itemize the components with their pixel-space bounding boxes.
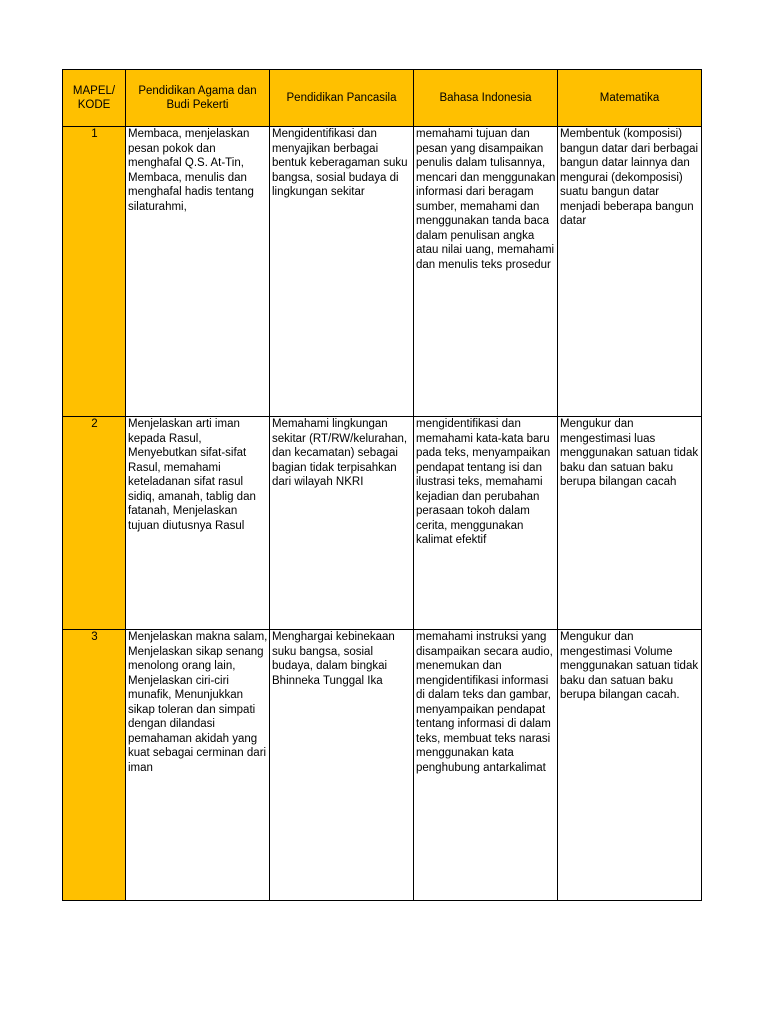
header-pancasila: Pendidikan Pancasila (270, 70, 414, 127)
table-row (63, 417, 702, 630)
header-code: MAPEL/ KODE (63, 70, 126, 127)
cell-pancasila: Mengidentifikasi dan menyajikan berbagai bentuk keberagaman suku bangsa, sosial budaya di lingkungan sekitar (270, 127, 414, 417)
cell-agama: Menjelaskan makna salam, Menjelaskan sikap senang menolong orang lain, Menjelaskan ciri-ciri munafik, Menunjukkan sikap toleran dan simpati dengan dilandasi pemahaman akidah yang kuat sebagai cerminan dari iman (126, 630, 270, 901)
header-row (63, 70, 702, 127)
cell-bahasa-indonesia: memahami instruksi yang disampaikan secara audio, menemukan dan mengidentifikasi informasi di dalam teks dan gambar, menyampaikan pendapat tentang informasi di dalam teks, membuat teks narasi menggunakan kata penghubung antarkalimat (414, 630, 558, 901)
cell-bahasa-indonesia: memahami tujuan dan pesan yang disampaikan penulis dalam tulisannya, mencari dan menggunakan informasi dari beragam sumber, memahami dan menggunakan tanda baca dalam penulisan angka atau nilai uang, memahami dan menulis teks prosedur (414, 127, 558, 417)
table-row (63, 630, 702, 901)
cell-matematika: Membentuk (komposisi) bangun datar dari berbagai bangun datar lainnya dan mengurai (dekomposisi) suatu bangun datar menjadi beberapa bangun datar (558, 127, 702, 417)
cell-matematika: Mengukur dan mengestimasi Volume menggunakan satuan tidak baku dan satuan baku berupa bilangan cacah. (558, 630, 702, 901)
curriculum-table (62, 69, 702, 901)
header-bahasa-indonesia: Bahasa Indonesia (414, 70, 558, 127)
cell-matematika: Mengukur dan mengestimasi luas menggunakan satuan tidak baku dan satuan baku berupa bilangan cacah (558, 417, 702, 630)
row-code: 3 (63, 630, 126, 901)
header-agama: Pendidikan Agama dan Budi Pekerti (126, 70, 270, 127)
cell-bahasa-indonesia: mengidentifikasi dan memahami kata-kata baru pada teks, menyampaikan pendapat tentang isi dan ilustrasi teks, memahami kejadian dan perubahan perasaan tokoh dalam cerita, menggunakan kalimat efektif (414, 417, 558, 630)
cell-pancasila: Memahami lingkungan sekitar (RT/RW/kelurahan, dan kecamatan) sebagai bagian tidak terpisahkan dari wilayah NKRI (270, 417, 414, 630)
table-row (63, 127, 702, 417)
cell-agama: Menjelaskan arti iman kepada Rasul, Menyebutkan sifat-sifat Rasul, memahami keteladanan sifat rasul sidiq, amanah, tablig dan fatanah, Menjelaskan tujuan diutusnya Rasul (126, 417, 270, 630)
row-code: 1 (63, 127, 126, 417)
cell-pancasila: Menghargai kebinekaan suku bangsa, sosial budaya, dalam bingkai Bhinneka Tunggal Ika (270, 630, 414, 901)
row-code: 2 (63, 417, 126, 630)
cell-agama: Membaca, menjelaskan pesan pokok dan menghafal Q.S. At-Tin, Membaca, menulis dan menghafal hadis tentang silaturahmi, (126, 127, 270, 417)
header-matematika: Matematika (558, 70, 702, 127)
